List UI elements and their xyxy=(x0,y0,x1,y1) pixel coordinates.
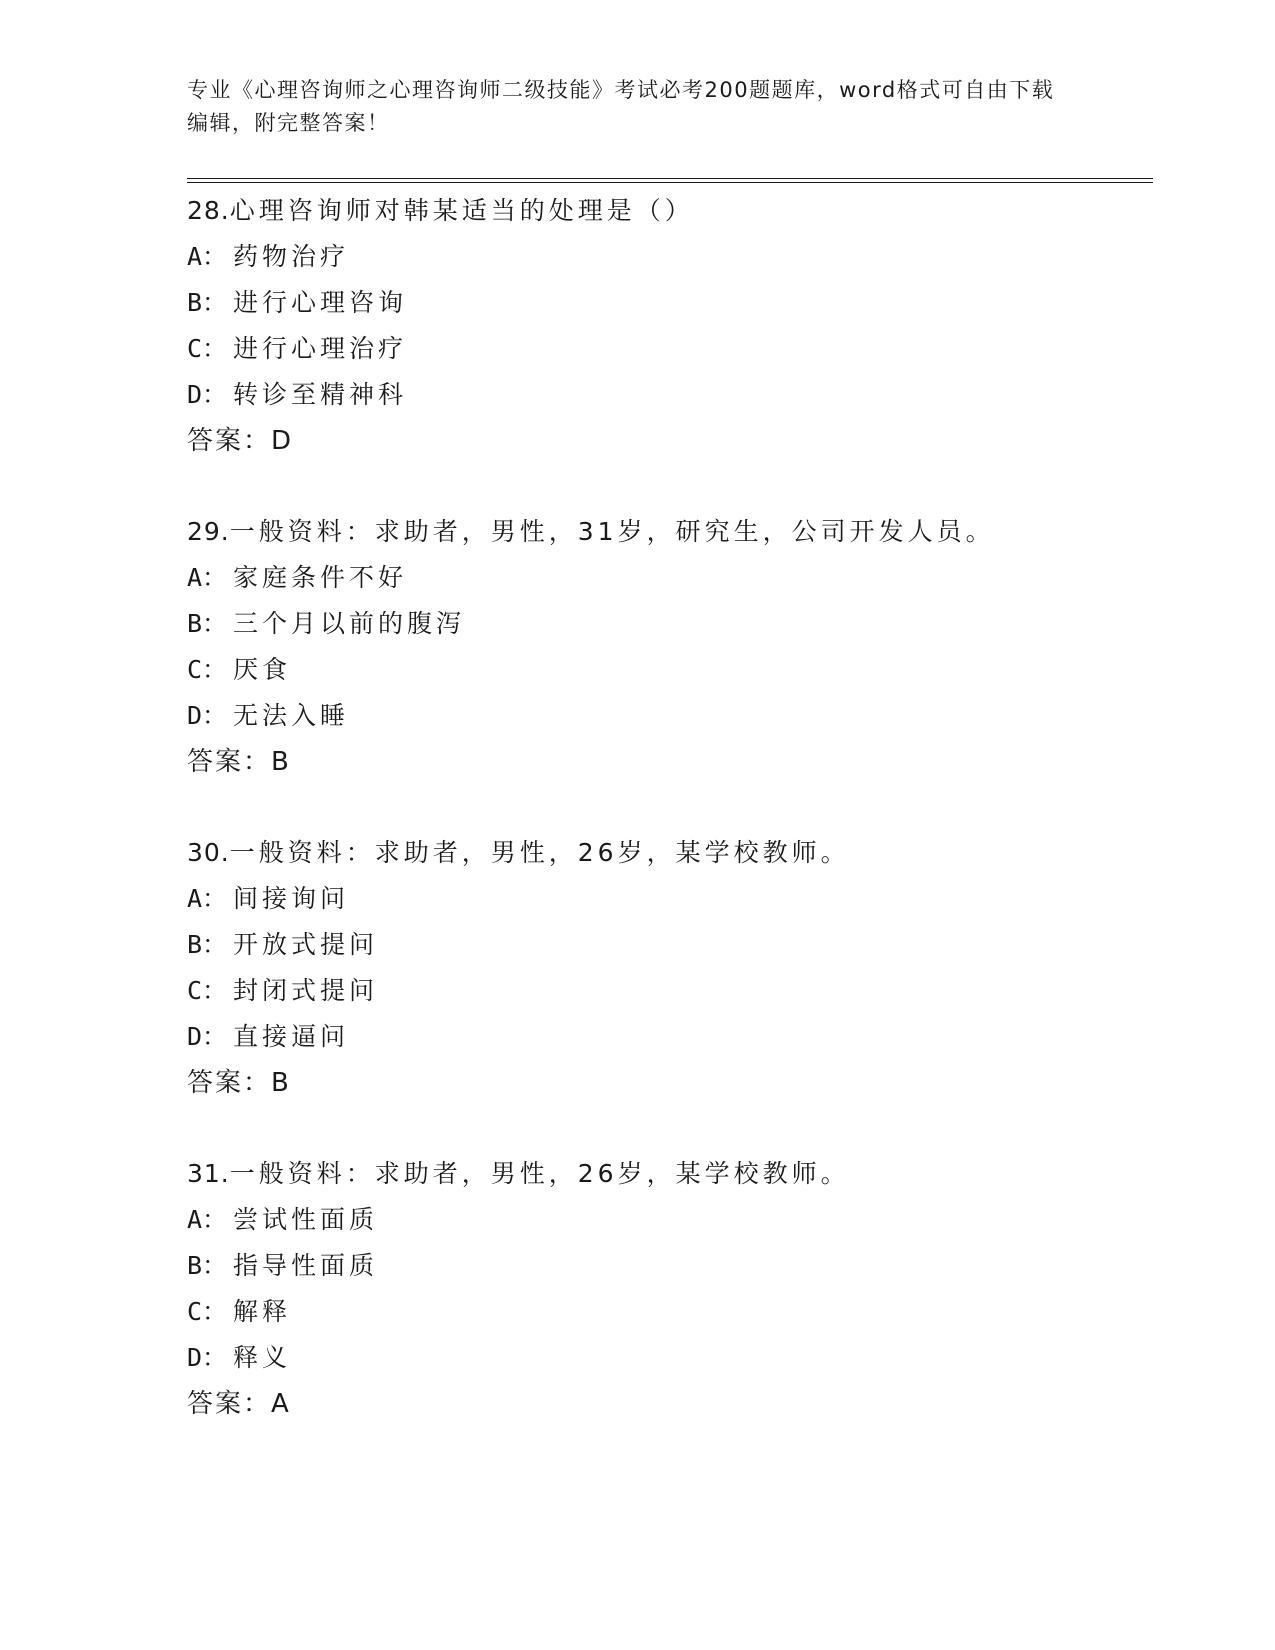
option-text: 厌食 xyxy=(233,655,292,684)
option-text: 家庭条件不好 xyxy=(233,563,408,592)
option-text: 解释 xyxy=(233,1297,292,1326)
question-text: 心理咨询师对韩某适当的处理是（） xyxy=(229,196,694,225)
answer-line: 答案：A xyxy=(187,1389,291,1419)
option-d xyxy=(187,1335,1153,1381)
option-text: 尝试性面质 xyxy=(233,1205,379,1234)
option-d xyxy=(187,372,1153,418)
option-a xyxy=(187,1197,1153,1243)
answer-line: 答案：B xyxy=(187,747,291,777)
option-letter: A： xyxy=(187,1205,228,1234)
answer-line: 答案：D xyxy=(187,426,294,456)
option-letter: C： xyxy=(187,655,228,684)
document-header xyxy=(187,74,1067,140)
header-divider-bottom xyxy=(187,182,1153,183)
header-divider-top xyxy=(187,178,1153,179)
option-a xyxy=(187,876,1153,922)
option-letter: A： xyxy=(187,563,228,592)
option-text: 进行心理咨询 xyxy=(233,288,408,317)
option-a xyxy=(187,555,1153,601)
option-letter: C： xyxy=(187,1297,228,1326)
option-d xyxy=(187,1014,1153,1060)
question-30 xyxy=(187,830,1153,1106)
option-text: 开放式提问 xyxy=(233,930,379,959)
option-letter: D： xyxy=(187,701,228,730)
option-letter: D： xyxy=(187,380,228,409)
option-c xyxy=(187,647,1153,693)
option-b xyxy=(187,922,1153,968)
header-text: 专业《心理咨询师之心理咨询师二级技能》考试必考200题题库，word格式可自由下载编辑，附完整答案！ xyxy=(187,78,1055,135)
option-text: 进行心理治疗 xyxy=(233,334,408,363)
option-c xyxy=(187,968,1153,1014)
option-letter: B： xyxy=(187,930,228,959)
option-letter: A： xyxy=(187,242,228,271)
option-text: 封闭式提问 xyxy=(233,976,379,1005)
option-text: 释义 xyxy=(233,1343,292,1372)
option-letter: B： xyxy=(187,1251,228,1280)
question-number: 28. xyxy=(187,196,230,225)
option-text: 直接逼问 xyxy=(233,1022,350,1051)
question-number: 30. xyxy=(187,838,230,867)
option-letter: B： xyxy=(187,288,228,317)
option-d xyxy=(187,693,1153,739)
question-list xyxy=(187,188,1153,1472)
question-stem xyxy=(187,830,1153,876)
option-letter: D： xyxy=(187,1343,228,1372)
question-number: 31. xyxy=(187,1159,230,1188)
option-text: 药物治疗 xyxy=(233,242,350,271)
option-text: 转诊至精神科 xyxy=(233,380,408,409)
option-text: 三个月以前的腹泻 xyxy=(233,609,466,638)
question-number: 29. xyxy=(187,517,230,546)
answer-line: 答案：B xyxy=(187,1068,291,1098)
option-text: 指导性面质 xyxy=(233,1251,379,1280)
option-b xyxy=(187,280,1153,326)
option-letter: C： xyxy=(187,334,228,363)
question-text: 一般资料：求助者，男性，26岁，某学校教师。 xyxy=(229,1159,850,1188)
question-stem xyxy=(187,1151,1153,1197)
option-b xyxy=(187,601,1153,647)
question-31 xyxy=(187,1151,1153,1427)
option-letter: D： xyxy=(187,1022,228,1051)
question-text: 一般资料：求助者，男性，31岁，研究生，公司开发人员。 xyxy=(229,517,995,546)
question-29 xyxy=(187,509,1153,785)
option-a xyxy=(187,234,1153,280)
question-stem xyxy=(187,188,1153,234)
option-b xyxy=(187,1243,1153,1289)
option-letter: A： xyxy=(187,884,228,913)
option-text: 无法入睡 xyxy=(233,701,350,730)
option-text: 间接询问 xyxy=(233,884,350,913)
question-stem xyxy=(187,509,1153,555)
option-c xyxy=(187,1289,1153,1335)
question-28 xyxy=(187,188,1153,464)
option-c xyxy=(187,326,1153,372)
option-letter: C： xyxy=(187,976,228,1005)
question-text: 一般资料：求助者，男性，26岁，某学校教师。 xyxy=(229,838,850,867)
option-letter: B： xyxy=(187,609,228,638)
